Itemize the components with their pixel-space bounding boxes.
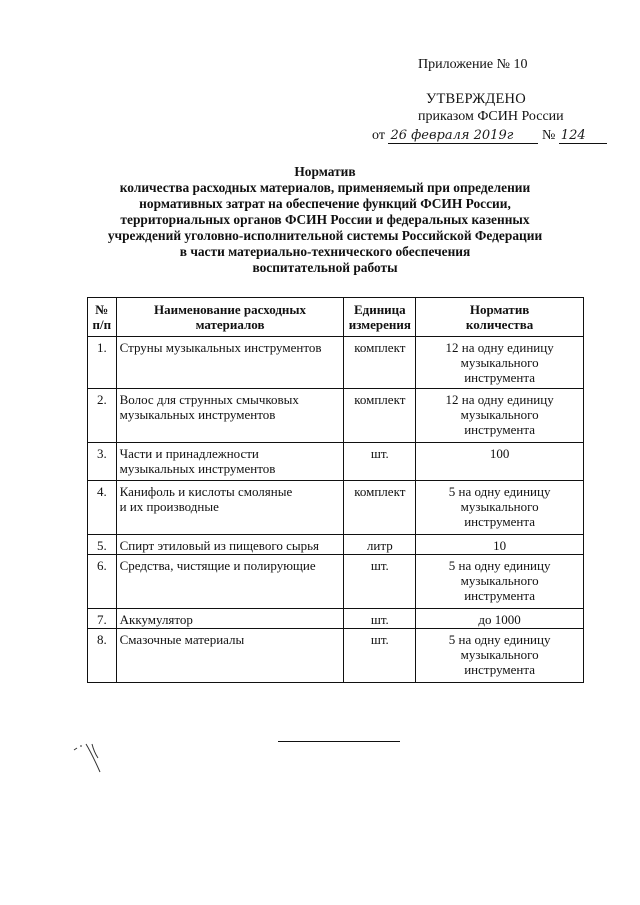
norms-table — [87, 297, 584, 683]
table-row: 8. Смазочные материалы шт. 5 на одну единицу музыкального инструмента — [88, 629, 584, 683]
date-prefix: от — [372, 128, 385, 143]
title-line: воспитательной работы — [252, 260, 398, 275]
title-line: количества расходных материалов, применяемый при определении — [119, 180, 531, 195]
title-line: территориальных органов ФСИН России и федеральных казенных — [120, 212, 530, 227]
table-row: 5. Спирт этиловый из пищевого сырья литр 10 — [88, 535, 584, 555]
approved-label: УТВЕРЖДЕНО — [426, 91, 526, 107]
table-row: 1. Струны музыкальных инструментов комплект 12 на одну единицу музыкального инструмента — [88, 337, 584, 389]
closing-rule — [278, 741, 400, 742]
header-name: Наименование расходных материалов — [116, 298, 344, 337]
appendix-label: Приложение № 10 — [418, 57, 528, 72]
table-header-row — [88, 298, 584, 337]
order-date-line — [372, 128, 607, 144]
number-prefix: № — [541, 128, 556, 143]
title-line: учреждений уголовно-исполнительной системы Российской Федерации — [107, 228, 543, 243]
document-title — [80, 164, 570, 276]
table-row: 3. Части и принадлежности музыкальных инструментов шт. 100 — [88, 443, 584, 481]
title-line: в части материально-технического обеспечения — [179, 244, 471, 259]
header-num: № п/п — [88, 298, 117, 337]
table-row: 2. Волос для струнных смычковых музыкальных инструментов комплект 12 на одну единицу музыкального инструмента — [88, 389, 584, 443]
header-unit: Единица измерения — [344, 298, 416, 337]
order-label: приказом ФСИН России — [418, 109, 564, 124]
table-row: 4. Канифоль и кислоты смоляные и их производные комплект 5 на одну единицу музыкального инструмента — [88, 481, 584, 535]
signature-mark — [70, 736, 120, 776]
title-line: нормативных затрат на обеспечение функций ФСИН России, — [139, 196, 511, 211]
header-norm: Норматив количества — [416, 298, 584, 337]
table-row: 6. Средства, чистящие и полирующие шт. 5 на одну единицу музыкального инструмента — [88, 555, 584, 609]
table-row: 7. Аккумулятор шт. до 1000 — [88, 609, 584, 629]
title-line: Норматив — [294, 164, 356, 179]
handwritten-number: 124 — [559, 128, 607, 144]
handwritten-date: 26 февраля 2019г — [388, 128, 538, 144]
